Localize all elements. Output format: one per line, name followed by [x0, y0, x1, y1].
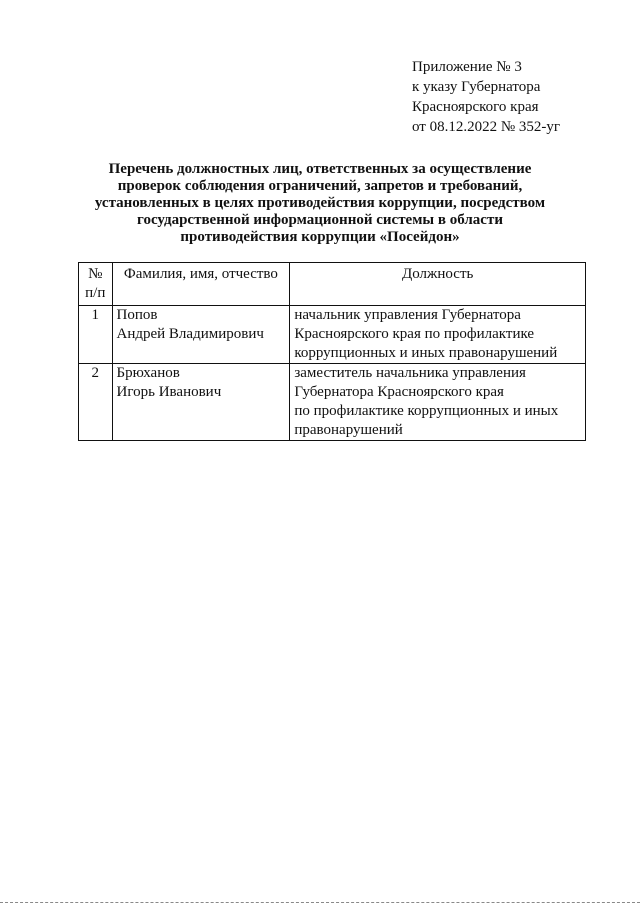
- surname: Брюханов: [116, 365, 180, 381]
- row-full-name: [112, 306, 290, 364]
- title-line: противодействия коррупции «Посейдон»: [180, 229, 460, 245]
- row-number: 1: [79, 306, 113, 364]
- position-line: коррупционных и иных правонарушений: [294, 345, 558, 361]
- row-position: [290, 364, 586, 441]
- appendix-block: [412, 57, 560, 137]
- header-full-name: Фамилия, имя, отчество: [112, 263, 290, 306]
- appendix-line-date: от 08.12.2022 № 352-уг: [412, 119, 561, 135]
- appendix-line-decree: к указу Губернатора: [412, 79, 541, 95]
- given-names: Андрей Владимирович: [116, 326, 264, 342]
- position-line: по профилактике коррупционных и иных: [294, 403, 559, 419]
- appendix-line-number: Приложение № 3: [412, 59, 522, 75]
- scan-bottom-edge: [0, 902, 640, 903]
- given-names: Игорь Иванович: [116, 384, 222, 400]
- position-line: правонарушений: [294, 422, 403, 438]
- title-line: установленных в целях противодействия коррупции, посредством: [94, 195, 546, 211]
- row-number: 2: [79, 364, 113, 441]
- table-row: [79, 364, 586, 441]
- position-line: Красноярского края по профилактике: [294, 326, 535, 342]
- position-line: заместитель начальника управления: [294, 365, 526, 381]
- position-line: Губернатора Красноярского края: [294, 384, 504, 400]
- header-number-sign: №: [88, 266, 103, 282]
- row-position: [290, 306, 586, 364]
- title-line: проверок соблюдения ограничений, запретов и требований,: [117, 178, 523, 194]
- appendix-line-region: Красноярского края: [412, 99, 539, 115]
- officials-table: [78, 262, 586, 441]
- header-position: Должность: [290, 263, 586, 306]
- surname: Попов: [116, 307, 158, 323]
- header-number: [79, 263, 113, 306]
- position-line: начальник управления Губернатора: [294, 307, 521, 323]
- row-full-name: [112, 364, 290, 441]
- title-line: Перечень должностных лиц, ответственных за осуществление: [108, 161, 532, 177]
- document-title: [80, 161, 560, 246]
- table-row: [79, 306, 586, 364]
- title-line: государственной информационной системы в области: [137, 212, 503, 228]
- table-header-row: [79, 263, 586, 306]
- header-number-abbr: п/п: [85, 285, 106, 301]
